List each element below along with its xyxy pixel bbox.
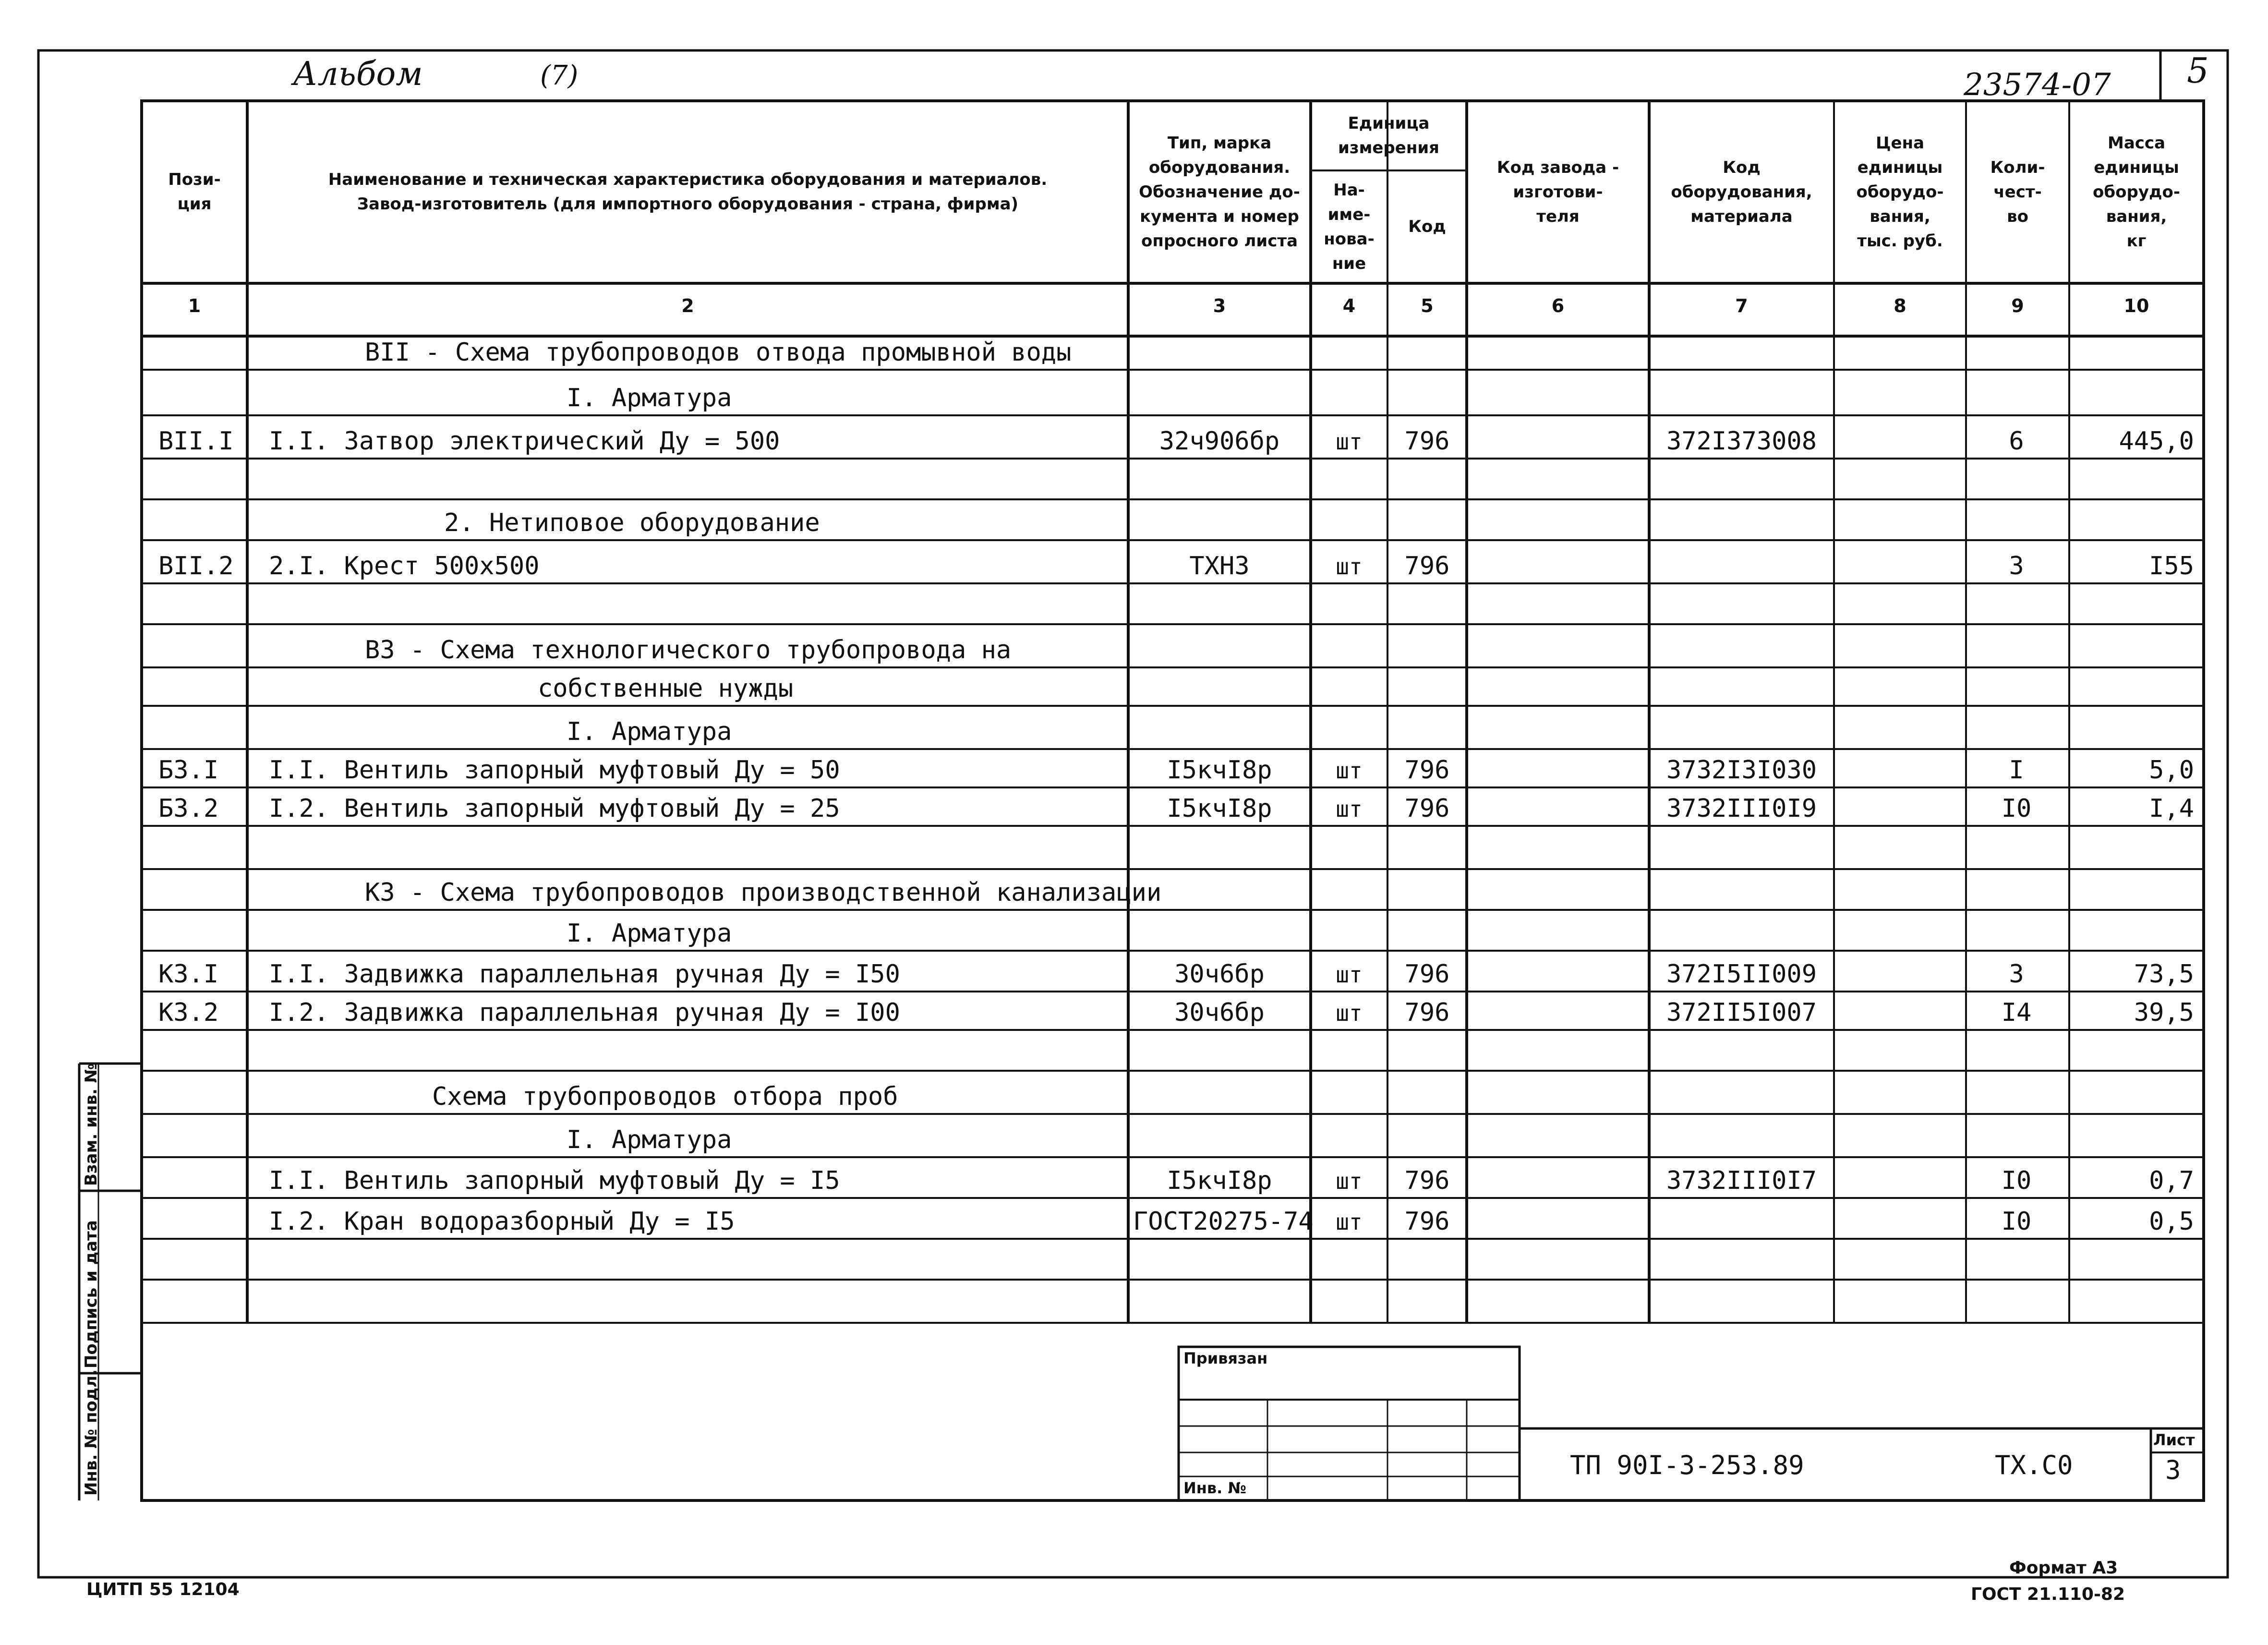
unit-cell: шт [1336, 1168, 1363, 1194]
side-label-inventory: Инв. № подл. [82, 1369, 101, 1496]
name-cell: I.I. Задвижка параллельная ручная Ду = I50 [269, 960, 900, 989]
header-position-line: Пози- [168, 170, 221, 189]
header-type-line: Тип, марка [1167, 133, 1272, 153]
section-heading: собственные нужды [538, 674, 794, 703]
position-cell: Б3.I [158, 756, 219, 785]
unit-cell: шт [1336, 962, 1363, 988]
unit-code-cell: 796 [1404, 552, 1450, 581]
privyazan-label: Привязан [1183, 1349, 1268, 1367]
position-cell: К3.I [158, 960, 219, 989]
header-mass-line: единицы [2094, 157, 2179, 177]
position-cell: Б3.2 [158, 794, 219, 823]
mass-cell: I,4 [2149, 794, 2194, 823]
equipment-code-cell: 3732I3I030 [1666, 756, 1817, 785]
equipment-code-cell: 372I373008 [1666, 427, 1817, 456]
type-cell: ГОСТ20275-74 [1133, 1207, 1314, 1236]
unit-code-cell: 796 [1404, 1166, 1450, 1195]
section-heading: К3 - Схема трубопроводов производственной канализации [365, 878, 1162, 907]
document-code: ТХ.С0 [1995, 1450, 2073, 1480]
mass-cell: 0,5 [2149, 1207, 2194, 1236]
document-code-handwritten: 23574-07 [1964, 67, 2111, 103]
unit-code-cell: 796 [1404, 960, 1450, 989]
header-type-line: кумента и номер [1140, 206, 1299, 226]
equipment-code-cell: 372II5I007 [1666, 998, 1817, 1027]
position-cell: BII.2 [158, 552, 234, 581]
header-type-line: Обозначение до- [1139, 182, 1300, 202]
name-cell: I.I. Вентиль запорный муфтовый Ду = I5 [269, 1166, 840, 1195]
equipment-code-cell: 372I5II009 [1666, 960, 1817, 989]
unit-code-cell: 796 [1404, 1207, 1450, 1236]
album-label: Альбом [293, 55, 423, 93]
equipment-code-cell: 3732III0I7 [1666, 1166, 1817, 1195]
section-heading: Схема трубопроводов отбора проб [432, 1082, 898, 1111]
position-cell: К3.2 [158, 998, 219, 1027]
unit-code-cell: 796 [1404, 427, 1450, 456]
column-number: 10 [2123, 295, 2149, 316]
quantity-cell: I0 [2001, 794, 2032, 823]
header-type-line: опросного листа [1141, 231, 1298, 251]
header-equipment-code-line: Код [1723, 157, 1761, 177]
column-number: 9 [2011, 295, 2024, 316]
quantity-cell: 6 [2009, 427, 2024, 456]
header-unit-line: Единица [1348, 113, 1430, 133]
header-mass-line: вания, [2106, 206, 2167, 226]
unit-cell: шт [1336, 758, 1363, 784]
type-cell: I5кчI8р [1167, 1166, 1272, 1195]
header-unit [1311, 101, 1467, 170]
column-number: 6 [1551, 295, 1565, 316]
header-price-line: единицы [1857, 157, 1943, 177]
header-position-line: ция [177, 194, 212, 214]
header-name-line: Завод-изготовитель (для импортного оборудования - страна, фирма) [357, 194, 1019, 214]
header-unit-name [1311, 170, 1387, 283]
name-cell: I.I. Затвор электрический Ду = 500 [269, 427, 780, 456]
inventory-number-label: Инв. № [1183, 1479, 1246, 1497]
section-heading: BII - Схема трубопроводов отвода промывной воды [365, 338, 1072, 367]
name-cell: 2.I. Крест 500х500 [269, 552, 540, 581]
column-number: 1 [188, 295, 201, 316]
header-unit-line: измерения [1338, 138, 1439, 157]
unit-code-cell: 796 [1404, 794, 1450, 823]
name-cell: I.I. Вентиль запорный муфтовый Ду = 50 [269, 756, 840, 785]
header-name [247, 101, 1128, 283]
column-number: 4 [1342, 295, 1356, 316]
quantity-cell: 3 [2009, 960, 2024, 989]
header-plant-code-line: Код завода - [1496, 157, 1619, 177]
album-number: (7) [540, 60, 579, 91]
column-number: 8 [1894, 295, 1906, 316]
unit-cell: шт [1336, 1209, 1363, 1235]
name-cell: I.2. Кран водоразборный Ду = I5 [269, 1207, 735, 1236]
header-price [1834, 101, 1966, 283]
header-price-line: Цена [1875, 133, 1925, 153]
header-type [1128, 101, 1311, 283]
name-cell: I.2. Вентиль запорный муфтовый Ду = 25 [269, 794, 840, 823]
mass-cell: 5,0 [2149, 756, 2194, 785]
sheet-number: 3 [2165, 1455, 2181, 1485]
mass-cell: 39,5 [2134, 998, 2194, 1027]
section-heading: В3 - Схема технологического трубопровода на [365, 636, 1012, 665]
header-unit-name-line: На- [1333, 180, 1365, 200]
sheet-label: Лист [2153, 1431, 2195, 1449]
header-quantity-line: во [2007, 206, 2028, 226]
type-cell: 32ч906бр [1159, 427, 1280, 456]
header-type-line: оборудования. [1148, 157, 1291, 177]
header-equipment-code [1649, 101, 1834, 283]
unit-code-cell: 796 [1404, 756, 1450, 785]
unit-cell: шт [1336, 1000, 1363, 1026]
type-cell: ТХН3 [1189, 552, 1250, 581]
quantity-cell: 3 [2009, 552, 2024, 581]
header-equipment-code-line: оборудования, [1671, 182, 1812, 202]
header-mass [2069, 101, 2204, 283]
position-cell: BII.I [158, 427, 234, 456]
mass-cell: 73,5 [2134, 960, 2194, 989]
header-unit-code [1387, 170, 1467, 283]
section-heading: I. Арматура [567, 384, 732, 412]
header-unit-name-line: име- [1327, 205, 1371, 224]
header-quantity [1966, 101, 2069, 283]
header-plant-code-line: теля [1536, 206, 1580, 226]
header-price-line: оборудо- [1856, 182, 1944, 202]
document-designation: ТП 90I-3-253.89 [1570, 1450, 1804, 1480]
section-heading: I. Арматура [567, 919, 732, 948]
header-mass-line: Масса [2107, 133, 2166, 153]
unit-cell: шт [1336, 796, 1363, 822]
header-plant-code-line: изготови- [1513, 182, 1603, 202]
section-heading: I. Арматура [567, 1125, 732, 1154]
column-number: 5 [1421, 295, 1434, 316]
name-cell: I.2. Задвижка параллельная ручная Ду = I00 [269, 998, 900, 1027]
citp-code: ЦИТП 55 12104 [86, 1580, 240, 1599]
unit-cell: шт [1336, 429, 1363, 455]
unit-cell: шт [1336, 554, 1363, 580]
header-equipment-code-line: материала [1690, 206, 1793, 226]
type-cell: 30ч6бр [1174, 998, 1265, 1027]
header-quantity-line: чест- [1993, 182, 2042, 202]
header-quantity-line: Коли- [1990, 157, 2045, 177]
header-name-line: Наименование и техническая характеристика оборудования и материалов. [328, 170, 1048, 189]
header-plant-code [1467, 101, 1649, 283]
mass-cell: 0,7 [2149, 1166, 2194, 1195]
format-label: Формат А3 [2009, 1558, 2118, 1578]
header-unit-code-line: Код [1408, 217, 1446, 236]
header-unit-name-line: ние [1332, 254, 1366, 273]
quantity-cell: I4 [2001, 998, 2032, 1027]
page-number: 5 [2187, 50, 2209, 91]
gost-label: ГОСТ 21.110-82 [1971, 1585, 2125, 1604]
section-heading: I. Арматура [567, 717, 732, 746]
equipment-code-cell: 3732III0I9 [1666, 794, 1817, 823]
quantity-cell: I [2009, 756, 2024, 785]
header-position [142, 101, 247, 283]
type-cell: I5кчI8р [1167, 756, 1272, 785]
header-price-line: тыс. руб. [1857, 231, 1943, 251]
type-cell: I5кчI8р [1167, 794, 1272, 823]
column-number: 2 [681, 295, 694, 316]
header-price-line: вания, [1870, 206, 1930, 226]
quantity-cell: I0 [2001, 1207, 2032, 1236]
type-cell: 30ч6бр [1174, 960, 1265, 989]
column-number: 7 [1735, 295, 1748, 316]
mass-cell: I55 [2149, 552, 2194, 581]
side-label-signature: Подпись и дата [82, 1220, 101, 1368]
unit-code-cell: 796 [1404, 998, 1450, 1027]
mass-cell: 445,0 [2119, 427, 2194, 456]
header-mass-line: кг [2126, 231, 2147, 251]
quantity-cell: I0 [2001, 1166, 2032, 1195]
section-heading: 2. Нетиповое оборудование [444, 508, 820, 537]
header-mass-line: оборудо- [2093, 182, 2180, 202]
column-number: 3 [1213, 295, 1226, 316]
header-unit-name-line: нова- [1324, 229, 1375, 249]
side-label-vzam: Взам. инв. № [82, 1063, 101, 1186]
